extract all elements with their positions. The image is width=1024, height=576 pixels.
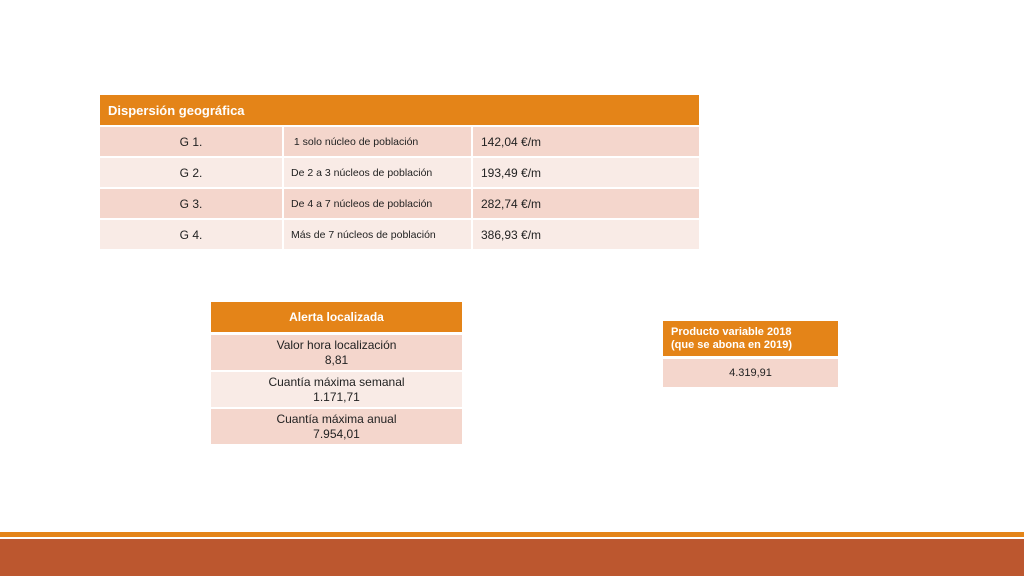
group-cell: G 2. [100,157,283,188]
table-row [100,188,699,219]
alerta-value: 8,81 [324,352,349,367]
alerta-title: Alerta localizada [211,302,462,334]
dispersion-title: Dispersión geográfica [100,95,699,126]
group-cell: G 1. [100,126,283,157]
description-cell: Más de 7 núcleos de población [283,219,472,250]
producto-title-line1: Producto variable 2018 [671,325,792,338]
alerta-label: Valor hora localización [276,337,397,352]
table-row [211,371,462,408]
group-cell: G 4. [100,219,283,250]
description-cell: 1 solo núcleo de población [283,126,472,157]
description-cell: De 4 a 7 núcleos de población [283,188,472,219]
table-row [100,157,699,188]
alerta-label: Cuantía máxima semanal [268,374,405,389]
table-row [663,358,838,388]
producto-value: 4.319,91 [729,367,772,379]
producto-title-line2: (que se abona en 2019) [671,338,793,351]
group-cell: G 3. [100,188,283,219]
footer-bar [0,539,1024,576]
price-cell: 193,49 €/m [472,157,699,188]
footer-accent-bar [0,532,1024,537]
table-row [100,126,699,157]
alerta-value: 1.171,71 [313,389,360,404]
description-cell: De 2 a 3 núcleos de población [283,157,472,188]
producto-table [663,321,838,387]
alerta-value: 7.954,01 [313,426,360,441]
alerta-label: Cuantía máxima anual [276,411,397,426]
dispersion-table [100,95,699,251]
alerta-table [211,302,462,446]
table-row [211,334,462,372]
producto-title [663,321,838,358]
table-row [211,408,462,445]
price-cell: 142,04 €/m [472,126,699,157]
price-cell: 386,93 €/m [472,219,699,250]
price-cell: 282,74 €/m [472,188,699,219]
table-row [100,219,699,250]
